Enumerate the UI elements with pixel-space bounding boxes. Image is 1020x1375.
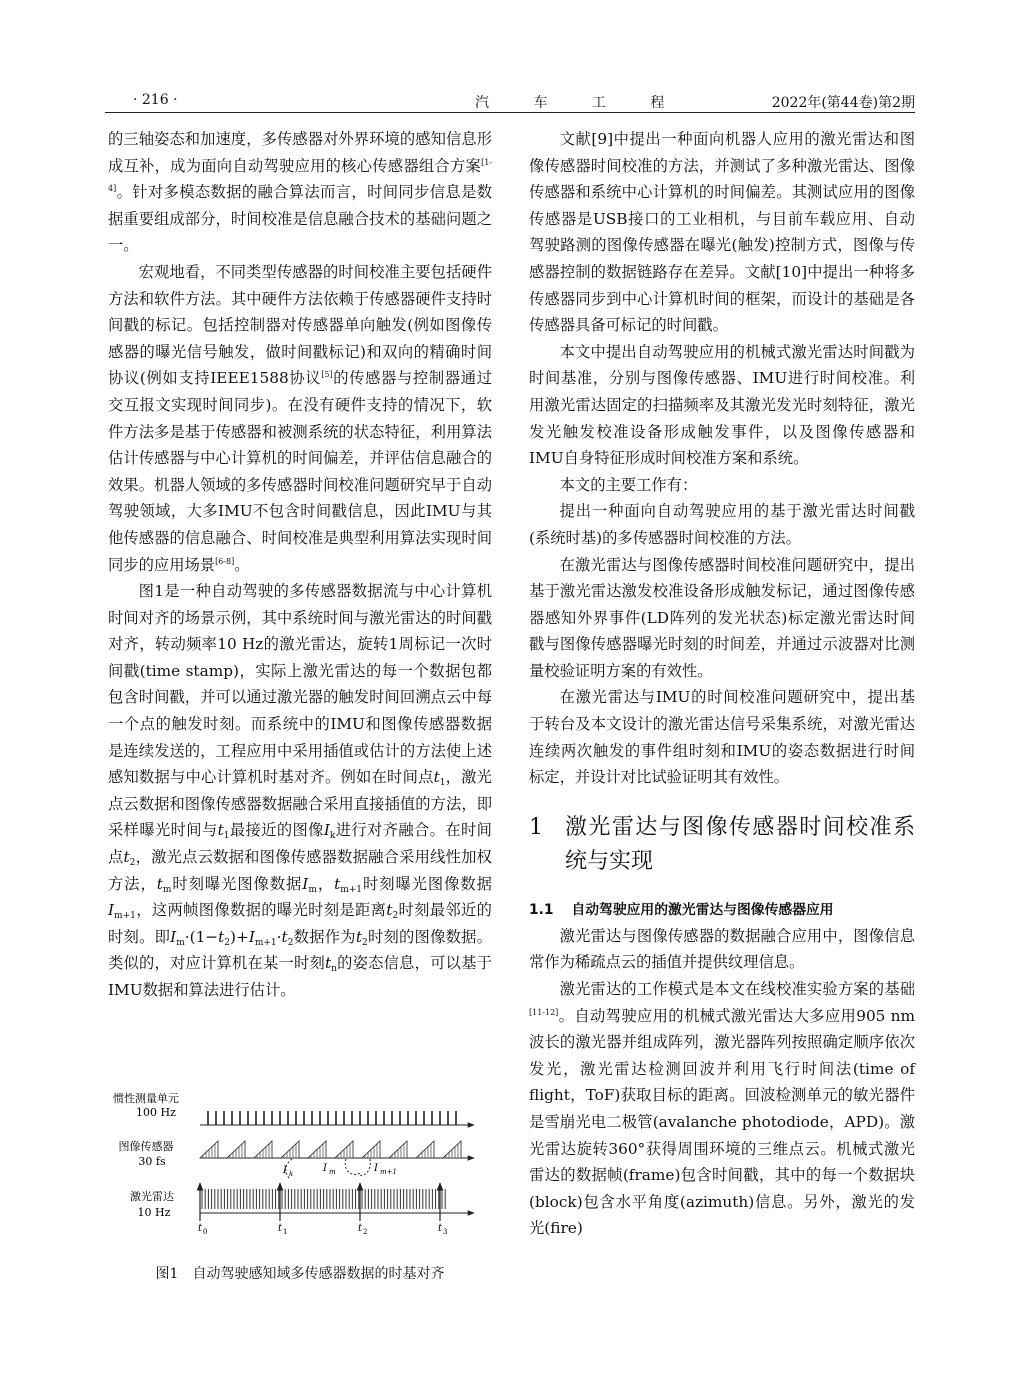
paragraph: 在激光雷达与IMU的时间校准问题研究中，提出基于转台及本文设计的激光雷达信号采集系统，对激光雷达连续两次触发的事件组时刻和IMU的姿态数据进行时间标定，并设计对比试验证明其有效性。 <box>529 688 915 787</box>
lidar-label: 激光雷达 <box>130 1190 174 1203</box>
svg-text:3: 3 <box>443 1228 448 1236</box>
svg-text:t: t <box>198 1223 203 1234</box>
figure-caption: 图1 自动驾驶感知域多传感器数据的时基对齐 <box>155 1266 445 1282</box>
figure-1 <box>108 1085 492 1245</box>
paragraph: 图1是一种自动驾驶的多传感器数据流与中心计算机时间对齐的场景示例，其中系统时间与激光雷达的时间戳对齐，转动频率10 Hz的激光雷达，旋转1周标记一次时间戳(time stamp)，实际上激光雷达的每一个数据包都包含时间戳，并可以通过激光器的触发时间回溯点云中每一个点的触发时刻。而系统中的IMU和图像传感器数据是连续发送的，工程应用中采用插值或估计的方法使上述感知数据与中心计算机时基对齐。例如在时间点$t_1$，激光点云数据和图像传感器数据融合采用直接插值的方法，即采样曝光时间与$t_1$最接近的图像$I_k$进行对齐融合。在时间点$t_2$，激光点云数据和图像传感器数据融合采用线性加权方法，$t_m$时刻曝光图像数据$I_m$，$t_{m+1}$时刻曝光图像数据$I_{m+1}$，这两帧图像数据的曝光时刻是距离$t_2$时刻最邻近的时刻。即$I_m\cdot(1-t_2)+I_{m+1}\cdot t_2$数据作为$t_2$时刻的图像数据。类似的，对应计算机在某一时刻$t_n$的姿态信息，可以基于IMU数据和算法进行估计。 <box>108 582 492 999</box>
svg-text:I: I <box>323 1163 327 1174</box>
svg-text:m+1: m+1 <box>380 1168 397 1176</box>
paragraph: 提出一种面向自动驾驶应用的基于激光雷达时间戳(系统时基)的多传感器时间校准的方法。 <box>529 502 915 547</box>
frame-marker-im <box>322 1159 360 1176</box>
svg-text:0: 0 <box>203 1228 208 1236</box>
lidar-pulses <box>202 1189 445 1209</box>
svg-text:2: 2 <box>363 1228 368 1236</box>
subsection-heading: 1.1 自动驾驶应用的激光雷达与图像传感器应用 <box>529 901 834 918</box>
time-labels <box>198 1223 447 1236</box>
svg-text:m: m <box>329 1168 336 1176</box>
svg-text:1: 1 <box>283 1228 288 1236</box>
right-column <box>529 126 915 1242</box>
paragraph: 的三轴姿态和加速度，多传感器对外界环境的感知信息形成互补，成为面向自动驾驶应用的核心传感器组合方案[1-4]。针对多模态数据的融合算法而言，时间同步信息是数据重要组成部分，时间校准是信息融合技术的基础问题之一。 <box>108 130 492 255</box>
svg-text:I: I <box>374 1163 378 1174</box>
svg-text:k: k <box>289 1170 294 1178</box>
camera-frames <box>200 1141 461 1158</box>
paragraph: 本文的主要工作有： <box>559 475 698 494</box>
imu-samples <box>208 1111 456 1125</box>
issue-info: 2022年(第44卷)第2期 <box>771 95 915 111</box>
paragraph: 本文中提出自动驾驶应用的机械式激光雷达时间戳为时间基准，分别与图像传感器、IMU进行时间校准。利用激光雷达固定的扫描频率及其激光发光时刻特征，激光发光触发校准设备形成触发事件，以及图像传感器和IMU自身特征形成时间校准方案和系统。 <box>529 342 915 468</box>
paragraph: 在激光雷达与图像传感器时间校准问题研究中，提出基于激光雷达激发校准设备形成触发标记，通过图像传感器感知外界事件(LD阵列的发光状态)标定激光雷达时间戳与图像传感器曝光时刻的时间差，并通过示波器对比测量校验证明方案的有效性。 <box>529 555 915 680</box>
journal-name: 汽 车 工 程 <box>475 95 685 111</box>
paragraph: 激光雷达与图像传感器的数据融合应用中，图像信息常作为稀疏点云的插值并提供纹理信息。 <box>529 926 915 972</box>
camera-rate: 30 fs <box>138 1155 166 1168</box>
svg-text:t: t <box>358 1223 363 1234</box>
timing-diagram <box>108 1085 492 1245</box>
svg-text:t: t <box>438 1223 443 1234</box>
left-column <box>108 126 492 1004</box>
page-number: · 216 · <box>133 92 178 108</box>
section-heading: 1 激光雷达与图像传感器时间校准系统与实现 <box>529 814 915 874</box>
paragraph: 激光雷达的工作模式是本文在线校准实验方案的基础[11-12]。自动驾驶应用的机械式激光雷达大多应用905 nm波长的激光器并组成阵列，激光器阵列按照确定顺序依次发光，激光雷达检测回波并利用飞行时间法(time of flight，ToF)获取目标的距离。回波检测单元的敏光器件是雪崩光电二极管(avalanche photodiode，APD)。激光雷达旋转360°获得周围环境的三维点云。机械式激光雷达的数据帧(frame)包含时间戳，其中的每一个数据块(block)包含水平角度(azimuth)信息。另外，激光的发光(fire) <box>529 980 915 1238</box>
frame-marker-im1 <box>360 1159 397 1176</box>
page-header <box>105 88 915 113</box>
imu-label: 惯性测量单元 <box>113 1092 179 1105</box>
camera-label: 图像传感器 <box>118 1140 174 1153</box>
paragraph: 文献[9]中提出一种面向机器人应用的激光雷达和图像传感器时间校准的方法，并测试了多种激光雷达、图像传感器和系统中心计算机的时间偏差。其测试应用的图像传感器是USB接口的工业相机，与目前车载应用、自动驾驶路测的图像传感器在曝光(触发)控制方式，图像与传感器控制的数据链路存在差异。文献[10]中提出一种将多传感器同步到中心计算机时间的框架，而设计的基础是各传感器具备可标记的时间戳。 <box>529 130 915 335</box>
paragraph: 宏观地看，不同类型传感器的时间校准主要包括硬件方法和软件方法。其中硬件方法依赖于传感器硬件支持时间戳的标记。包括控制器对传感器单向触发(例如图像传感器的曝光信号触发，做时间戳标记)和双向的精确时间协议(例如支持IEEE1588协议[5]的传感器与控制器通过交互报文实现时间同步)。在没有硬件支持的情况下，软件方法多是基于传感器和被测系统的状态特征，利用算法估计传感器与中心计算机的时间偏差，并评估信息融合的效果。机器人领域的多传感器时间校准问题研究早于自动驾驶领域，大多IMU不包含时间戳信息，因此IMU与其他传感器的信息融合、时间校准是典型利用算法实现时间同步的应用场景[6-8]。 <box>108 262 492 574</box>
lidar-rate: 10 Hz <box>137 1206 171 1219</box>
frame-marker-ik <box>282 1159 293 1179</box>
svg-text:t: t <box>278 1223 283 1234</box>
imu-rate: 100 Hz <box>136 1106 176 1119</box>
svg-text:I: I <box>283 1165 287 1176</box>
